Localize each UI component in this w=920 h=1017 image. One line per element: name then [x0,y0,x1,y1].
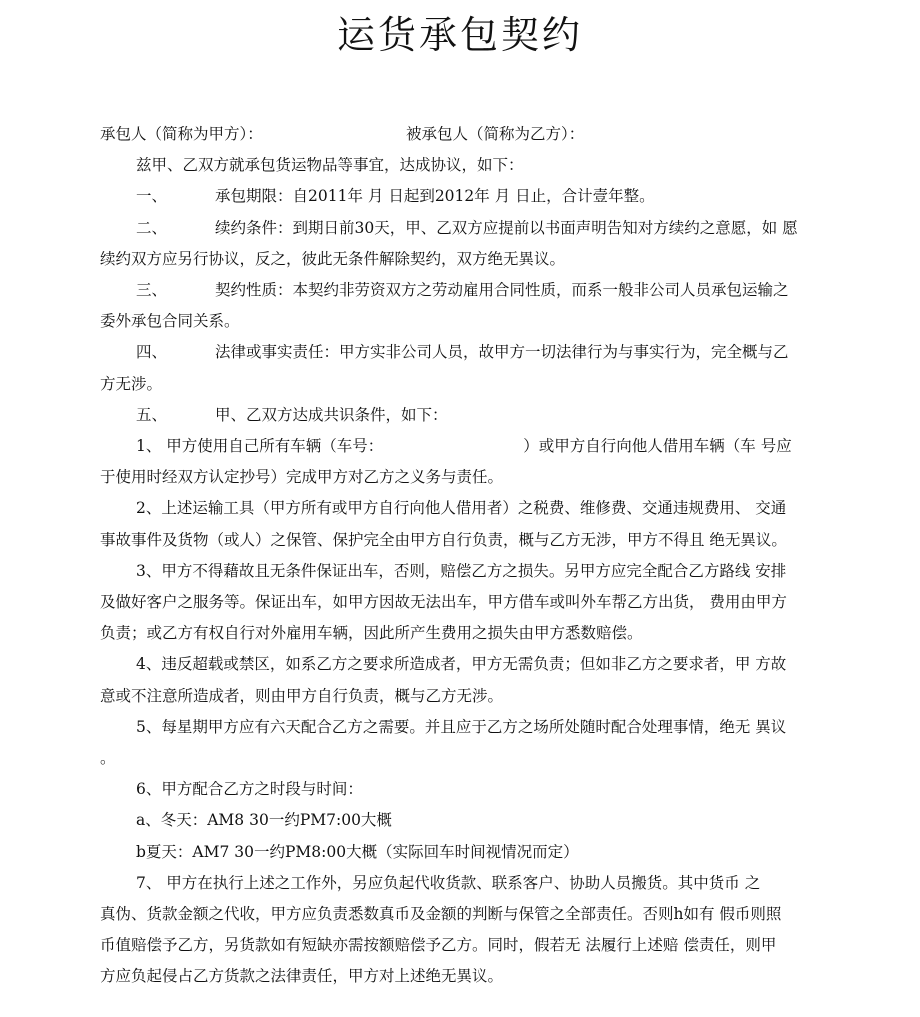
item-5-cont: 。 [100,749,116,768]
item-6a: a、冬天：AM8 30一约PM7:00大概 [136,811,392,830]
clause-text: 法律或事实责任：甲方实非公司人员，故甲方一切法律行为与事实行为，完全概与乙 [215,343,789,362]
item-7-cont-2: 币值赔偿予乙方，另货款如有短缺亦需按额赔偿予乙方。同时，假若无 法履行上述赔 偿责任，则甲 [100,936,777,955]
item-3: 3、甲方不得藉故且无条件保证出车，否则，赔偿乙方之损失。另甲方应完全配合乙方路线 安排 [136,561,787,580]
clause-4-cont: 方无涉。 [100,374,163,393]
clause-5 [100,400,832,431]
item-6b: b夏天：AM7 30一约PM8:00大概（实际回车时间视情况而定） [136,842,579,861]
clause-3 [100,275,832,306]
clause-number: 四、 [136,343,168,362]
clause-text: 甲、乙双方达成共识条件，如下： [215,405,448,424]
clause-2-cont: 续约双方应另行协议，反之，彼此无条件解除契约，双方绝无異议。 [100,249,566,268]
item-1-cont: 于使用时经双方认定抄号）完成甲方对乙方之义务与责任。 [100,468,504,487]
item-7-cont: 真伪、货款金额之代收，甲方应负责悉数真币及金额的判断与保管之全部责任。否则h如有 假币则照 [100,905,782,924]
item-6: 6、甲方配合乙方之时段与时间： [136,780,363,799]
item-text: 1、 甲方使用自己所有车辆（车号： [136,437,384,456]
item-7-cont-3: 方应负起侵占乙方货款之法律责任，甲方对上述绝无異议。 [100,967,504,986]
item-text: ）或甲方自行向他人借用车辆（车 号应 [523,437,792,456]
item-3-cont: 及做好客户之服务等。保证出车，如甲方因故无法出车，甲方借车或叫外车帮乙方出货， 费用由甲方 [100,593,787,612]
clause-1 [100,181,832,212]
item-4: 4、违反超载或禁区，如系乙方之要求所造成者，甲方无需负责；但如非乙方之要求者，甲 方故 [136,655,787,674]
item-4-cont: 意或不注意所造成者，则由甲方自行负责，概与乙方无涉。 [100,686,504,705]
item-3-cont-2: 负责；或乙方有权自行对外雇用车辆，因此所产生费用之损失由甲方悉数赔偿。 [100,624,643,643]
clause-text: 契约性质：本契约非劳资双方之劳动雇用合同性质，而系一般非公司人员承包运输之 [215,281,789,300]
clause-4 [100,337,832,368]
clause-text: 续约条件：到期日前30天，甲、乙双方应提前以书面声明告知对方续约之意愿，如 愿 [215,218,798,237]
clause-2 [100,213,832,244]
party-a-label: 承包人（简称为甲方）： [100,125,263,143]
contract-body [100,119,832,993]
clause-number: 一、 [136,187,168,206]
clause-number: 二、 [136,218,168,237]
intro-paragraph: 兹甲、乙双方就承包货运物品等事宜，达成协议，如下： [136,156,524,175]
party-b-label: 被承包人（简称为乙方）： [406,125,585,143]
clause-number: 三、 [136,281,168,300]
item-7: 7、 甲方在执行上述之工作外，另应负起代收货款、联系客户、协助人员搬货。其中货币 之 [136,873,761,892]
item-2: 2、上述运输工具（甲方所有或甲方自行向他人借用者）之税费、维修费、交通违规费用、 交通 [136,499,787,518]
page-title: 运货承包契约 [336,13,583,57]
item-1 [100,431,832,462]
clause-3-cont: 委外承包合同关系。 [100,312,240,331]
clause-number: 五、 [136,405,168,424]
item-5: 5、每星期甲方应有六天配合乙方之需要。并且应于乙方之场所处随时配合处理事情，绝无 異议 [136,717,787,736]
parties-line [100,119,832,150]
clause-text: 承包期限：自2011年 月 日起到2012年 月 日止，合计壹年整。 [215,187,655,206]
item-2-cont: 事故事件及货物（或人）之保管、保护完全由甲方自行负责，概与乙方无涉，甲方不得且 绝无異议。 [100,530,787,549]
